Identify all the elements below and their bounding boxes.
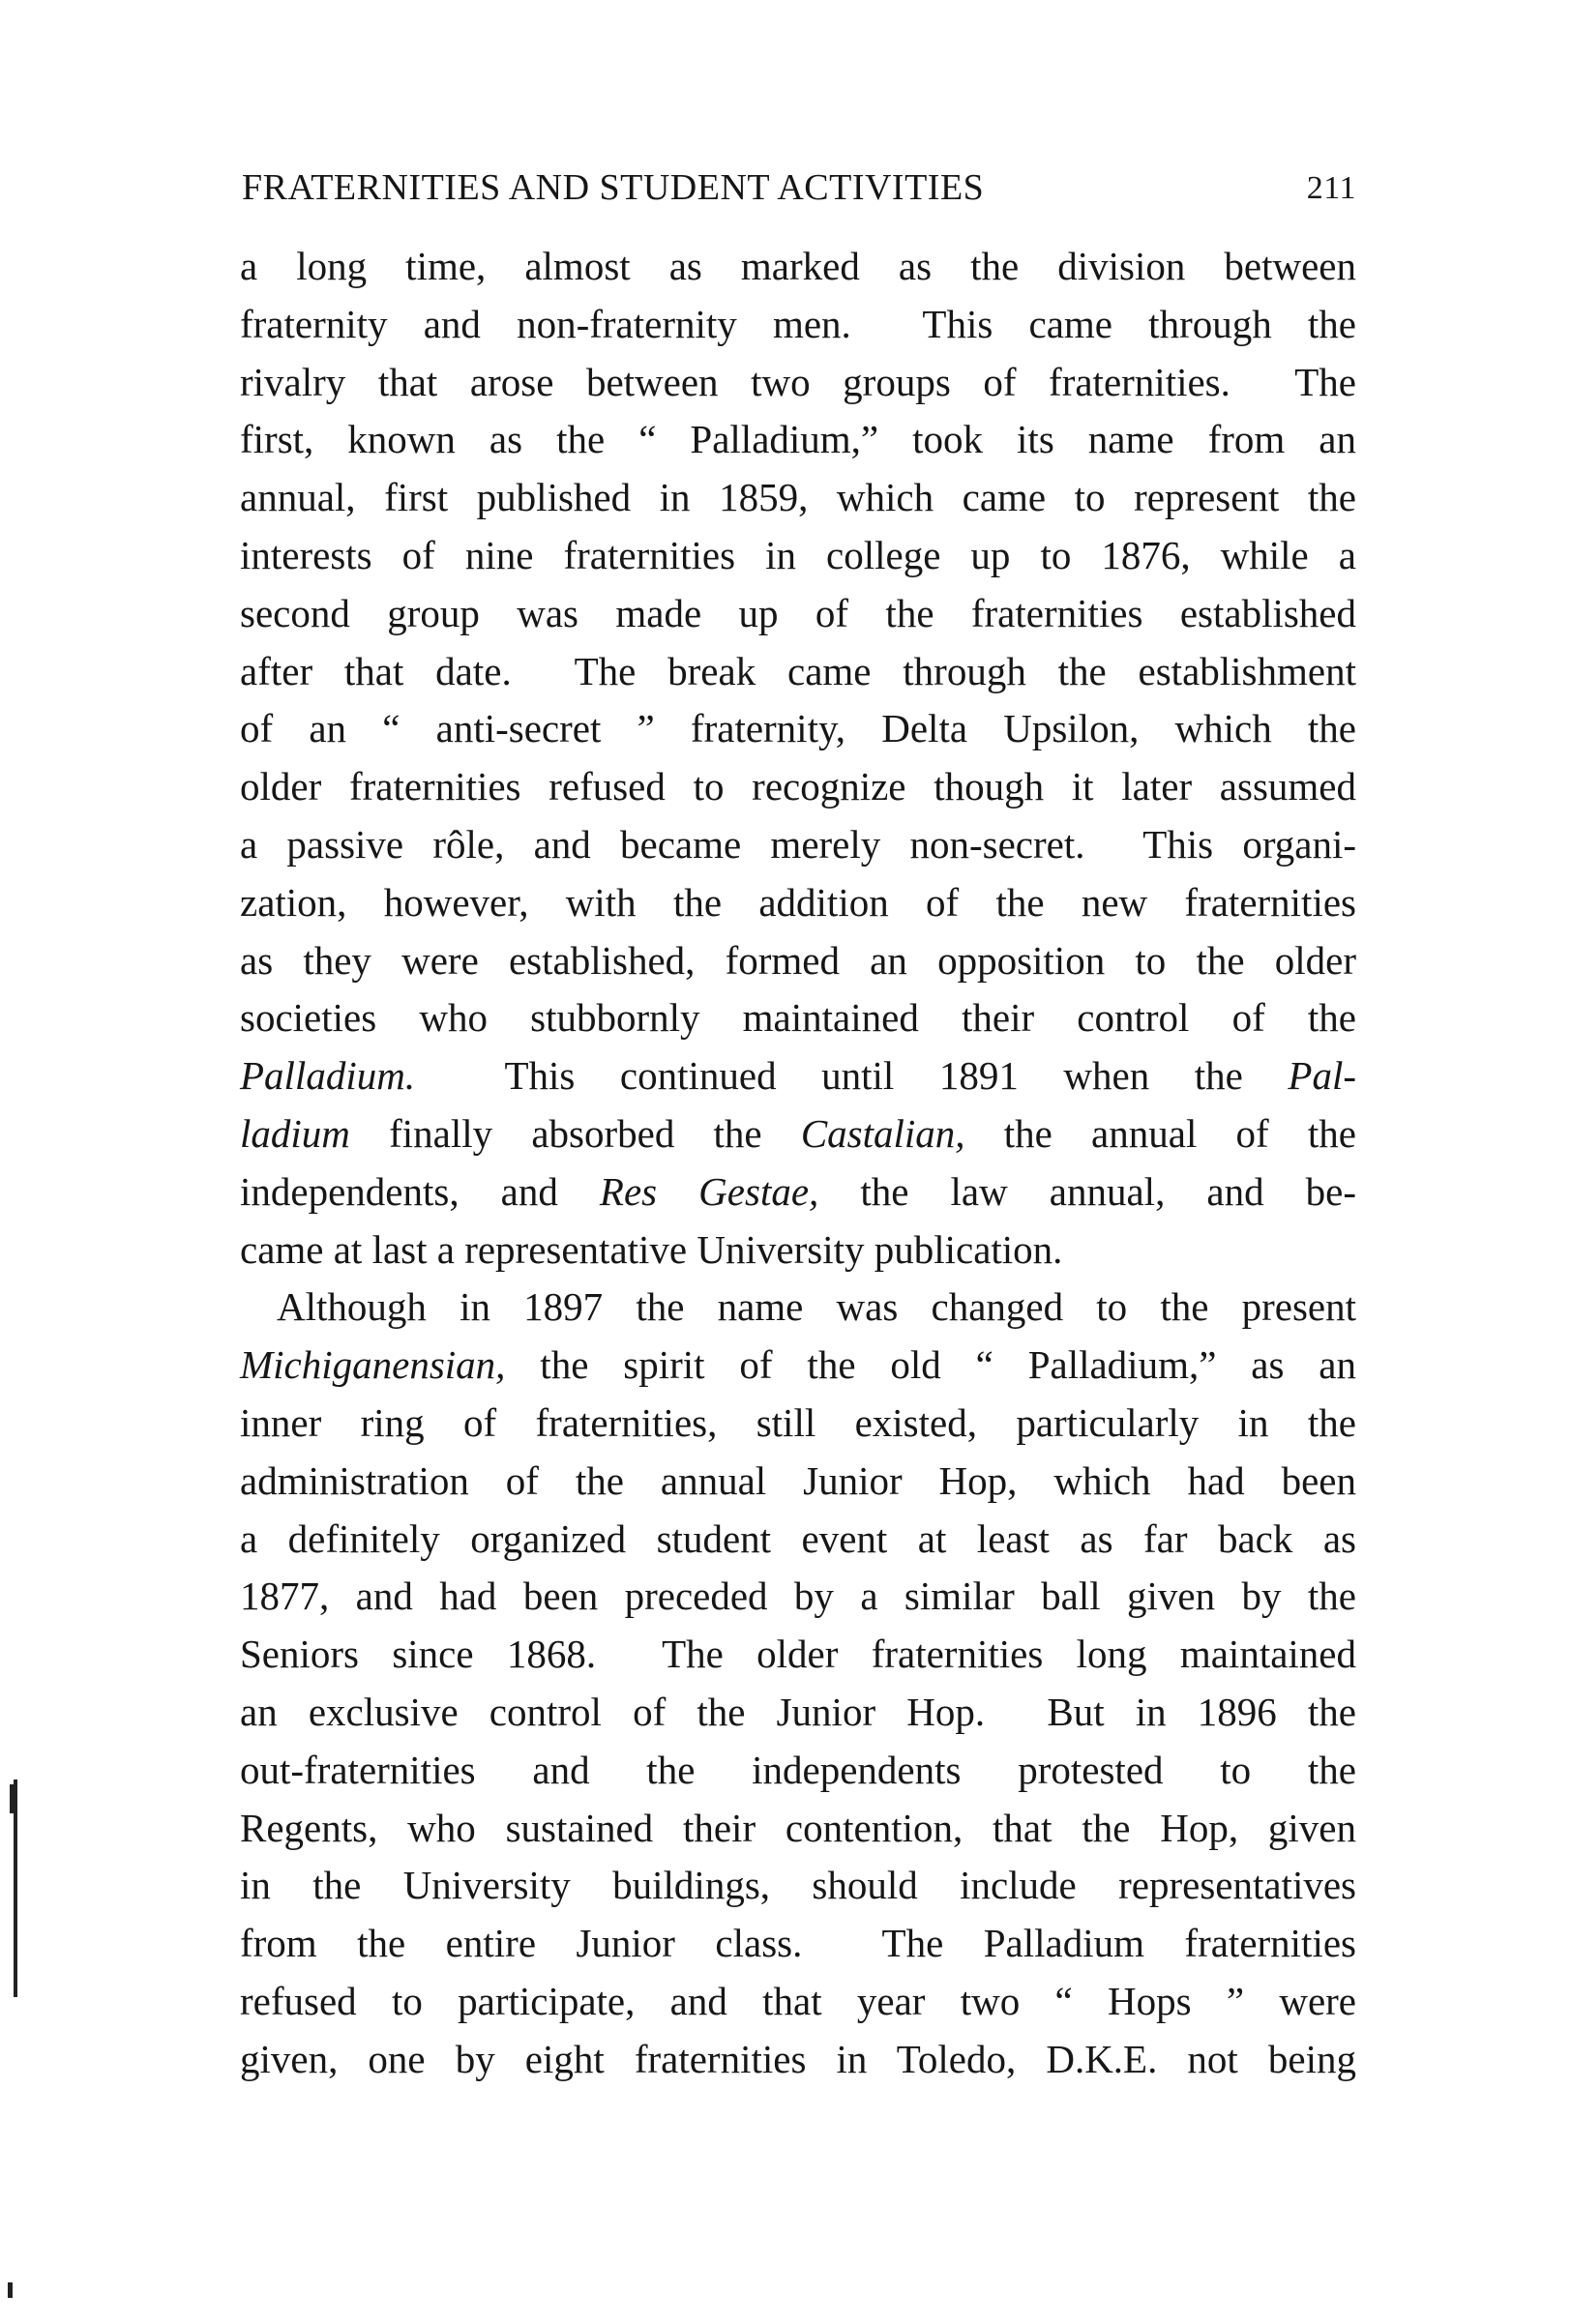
text-line bbox=[240, 874, 1356, 932]
text-line bbox=[240, 1453, 1356, 1511]
text-segment: first, known as the “ Palladium,” took its name from an bbox=[240, 417, 1356, 462]
text-segment: of an “ anti-secret ” fraternity, Delta Upsilon, which the bbox=[240, 706, 1356, 751]
text-segment: finally absorbed the bbox=[349, 1110, 801, 1156]
text-line bbox=[240, 700, 1356, 758]
italic-title-text: Pal- bbox=[1288, 1053, 1356, 1099]
text-line bbox=[240, 989, 1356, 1047]
text-line bbox=[240, 411, 1356, 469]
text-line bbox=[240, 1163, 1356, 1221]
text-line bbox=[240, 1279, 1356, 1337]
text-line bbox=[240, 1973, 1356, 2031]
text-segment: This continued until 1891 when the bbox=[415, 1053, 1289, 1099]
text-line bbox=[240, 1915, 1356, 1973]
text-segment: from the entire Junior class. The Palladium fraternities bbox=[240, 1921, 1356, 1966]
scan-speck bbox=[8, 2282, 13, 2298]
text-segment: Seniors since 1868. The older fraternities long maintained bbox=[240, 1632, 1356, 1677]
italic-title-text: Castalian, bbox=[800, 1110, 965, 1156]
text-line bbox=[240, 1337, 1356, 1395]
italic-title-text: Palladium. bbox=[240, 1053, 416, 1099]
text-line bbox=[240, 585, 1356, 643]
text-line bbox=[240, 469, 1356, 527]
body-text bbox=[240, 238, 1356, 2089]
text-segment: out-fraternities and the independents protested to the bbox=[240, 1747, 1356, 1792]
text-segment: a passive rôle, and became merely non-secret. This organi- bbox=[240, 821, 1356, 867]
text-segment: as they were established, formed an opposition to the older bbox=[240, 937, 1356, 983]
text-segment: came at last a representative University publication. bbox=[240, 1226, 1063, 1272]
text-line bbox=[240, 1568, 1356, 1626]
scan-edge-mark bbox=[10, 1784, 15, 1813]
text-line bbox=[240, 1857, 1356, 1915]
text-segment: after that date. The break came through the establishment bbox=[240, 648, 1356, 693]
text-segment: 1877, and had been preceded by a similar ball given by the bbox=[240, 1574, 1356, 1619]
text-line bbox=[240, 1047, 1356, 1105]
text-segment: Regents, who sustained their contention, that the Hop, given bbox=[240, 1805, 1356, 1850]
text-segment: an exclusive control of the Junior Hop. But in 1896 the bbox=[240, 1689, 1356, 1734]
text-line bbox=[240, 1395, 1356, 1453]
text-segment: zation, however, with the addition of the new fraternities bbox=[240, 879, 1356, 925]
italic-title-text: Res Gestae, bbox=[599, 1168, 819, 1214]
text-segment: annual, first published in 1859, which came to represent the bbox=[240, 475, 1356, 520]
text-line bbox=[240, 238, 1356, 296]
text-segment: inner ring of fraternities, still existed, particularly in the bbox=[240, 1399, 1356, 1445]
text-line bbox=[240, 1742, 1356, 1800]
text-line bbox=[240, 296, 1356, 354]
text-line bbox=[240, 1105, 1356, 1163]
text-segment: the spirit of the old “ Palladium,” as an bbox=[505, 1342, 1356, 1388]
text-line bbox=[240, 2031, 1356, 2089]
text-segment: in the University buildings, should include representatives bbox=[240, 1863, 1356, 1908]
text-segment: rivalry that arose between two groups of fraternities. The bbox=[240, 359, 1356, 404]
running-header bbox=[242, 166, 1356, 221]
text-line bbox=[240, 1221, 1356, 1280]
text-line bbox=[240, 1800, 1356, 1858]
text-line bbox=[240, 527, 1356, 585]
text-line bbox=[240, 1511, 1356, 1569]
text-segment: refused to participate, and that year two “ Hops ” were bbox=[240, 1978, 1356, 2023]
text-line bbox=[240, 354, 1356, 412]
text-segment: older fraternities refused to recognize though it later assumed bbox=[240, 764, 1356, 809]
text-segment: a definitely organized student event at least as far back as bbox=[240, 1515, 1356, 1561]
text-line bbox=[240, 816, 1356, 874]
page-number: 211 bbox=[1306, 170, 1356, 206]
text-segment: a long time, almost as marked as the division between bbox=[240, 244, 1356, 288]
text-line bbox=[240, 643, 1356, 701]
text-segment: societies who stubbornly maintained their control of the bbox=[240, 995, 1356, 1041]
text-line bbox=[240, 932, 1356, 990]
text-segment: the annual of the bbox=[964, 1110, 1356, 1156]
running-title: FRATERNITIES AND STUDENT ACTIVITIES bbox=[242, 167, 985, 208]
text-line bbox=[240, 758, 1356, 816]
text-segment: the law annual, and be- bbox=[818, 1168, 1357, 1214]
text-segment: administration of the annual Junior Hop, which had been bbox=[240, 1457, 1356, 1503]
text-segment: fraternity and non-fraternity men. This came through the bbox=[240, 301, 1356, 346]
italic-title-text: Michiganensian, bbox=[240, 1342, 506, 1388]
text-segment: given, one by eight fraternities in Toledo, D.K.E. not being bbox=[240, 2036, 1356, 2081]
italic-title-text: ladium bbox=[240, 1110, 350, 1156]
text-segment: interests of nine fraternities in college up to 1876, while a bbox=[240, 532, 1356, 577]
text-segment: independents, and bbox=[240, 1168, 600, 1214]
text-segment: Although in 1897 the name was changed to the present bbox=[277, 1284, 1356, 1330]
text-line bbox=[240, 1684, 1356, 1742]
text-line bbox=[240, 1626, 1356, 1684]
text-segment: second group was made up of the fraternities established bbox=[240, 590, 1356, 635]
